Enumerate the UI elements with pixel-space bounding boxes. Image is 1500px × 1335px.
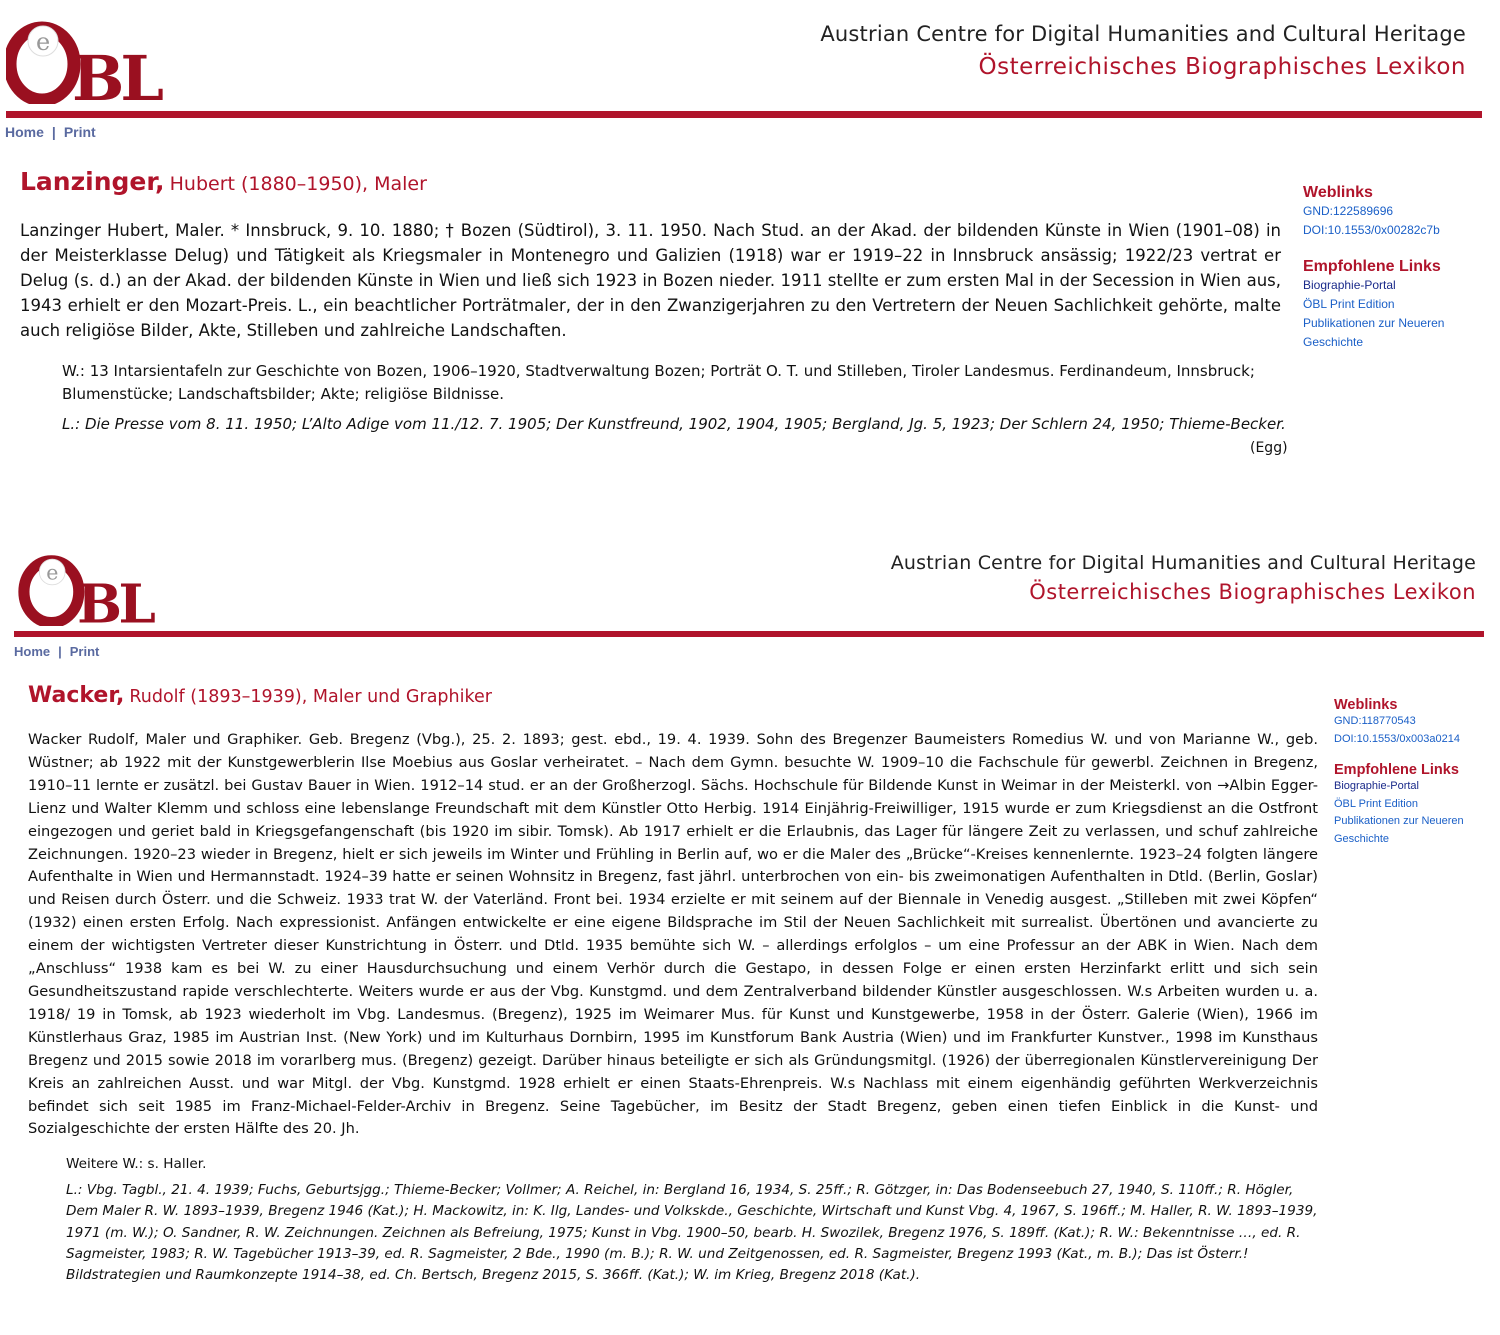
entry-works: W.: 13 Intarsientafeln zur Geschichte von Bozen, 1906–1920, Stadtverwaltung Bozen; Porträt O. T. und Stilleben, Tiroler Landesmus. Ferdinandeum, Innsbruck; Blumenstücke; Landschaftsbilder; Akte; religiöse Bildnisse. — [62, 362, 1255, 403]
oebl-logo-graphic — [6, 20, 174, 104]
nav-print-link[interactable]: Print — [69, 644, 100, 659]
header-divider — [6, 111, 1482, 118]
weblinks-heading: Weblinks — [1334, 697, 1398, 713]
entry-surname: Lanzinger, — [20, 167, 165, 196]
entry-page-lanzinger — [0, 0, 1500, 500]
biographie-portal-link[interactable]: Biographie-Portal — [1334, 780, 1419, 792]
header-divider — [14, 631, 1484, 637]
sidebar — [1303, 184, 1488, 352]
publications-link[interactable]: Publikationen zur Neueren Geschichte — [1334, 815, 1464, 845]
entry-subtitle: Hubert (1880–1950), Maler — [169, 173, 427, 195]
gnd-link[interactable]: GND:118770543 — [1334, 715, 1416, 727]
entry-surname: Wacker, — [28, 683, 125, 708]
recommended-links-heading: Empfohlene Links — [1334, 762, 1459, 778]
biographie-portal-link[interactable]: Biographie-Portal — [1303, 278, 1396, 292]
oebl-print-edition-link[interactable]: ÖBL Print Edition — [1303, 297, 1395, 311]
svg-text:BL: BL — [72, 42, 160, 104]
org-name-de: Österreichisches Biographisches Lexikon — [978, 54, 1466, 80]
org-name-en: Austrian Centre for Digital Humanities and Cultural Heritage — [890, 552, 1476, 574]
entry-subtitle: Rudolf (1893–1939), Maler und Graphiker — [129, 687, 492, 707]
entry-author: (Egg) — [1250, 440, 1288, 456]
doi-link[interactable]: DOI:10.1553/0x003a0214 — [1334, 732, 1460, 745]
nav-home-link[interactable]: Home — [5, 124, 44, 140]
nav-print-link[interactable]: Print — [63, 124, 96, 140]
org-name-de: Österreichisches Biographisches Lexikon — [1029, 580, 1476, 604]
oebl-logo-graphic — [15, 554, 170, 626]
entry-literature: L.: Die Presse vom 8. 11. 1950; L’Alto Adige vom 11./12. 7. 1905; Der Kunstfreund, 1902, 1904, 1905; Bergland, Jg. 5, 1923; Der Schlern 24, 1950; Thieme-Becker. — [62, 415, 1286, 433]
site-header-titles — [891, 552, 1476, 604]
site-header-titles — [820, 22, 1466, 80]
nav-separator: | — [51, 124, 56, 140]
nav-separator: | — [58, 644, 62, 659]
weblinks-heading: Weblinks — [1303, 184, 1373, 201]
recommended-links-heading: Empfohlene Links — [1303, 258, 1441, 275]
oebl-print-edition-link[interactable]: ÖBL Print Edition — [1334, 797, 1418, 810]
nav-home-link[interactable]: Home — [14, 644, 51, 659]
gnd-link[interactable]: GND:122589696 — [1303, 204, 1394, 218]
publications-link[interactable]: Publikationen zur Neueren Geschichte — [1303, 316, 1445, 349]
entry-body: Wacker Rudolf, Maler und Graphiker. Geb. Bregenz (Vbg.), 25. 2. 1893; gest. ebd., 19. 4. 1939. Sohn des Bregenzer Baumeisters Romedius W. und von Marianne W., geb. Wüstner; ab 1922 mit der Kunstgewerblerin Ilse Moebius aus Goslar verheiratet. – Nach dem Gymn. besuchte W. 1909–10 die Fachschule für gewerbl. Zeichnen in Bregenz, 1910–11 lernte er zusätzl. bei Gustav Bauer in Wien. 1912–14 stud. er an der Großherzogl. Sächs. Hochschule für Bildende Kunst in Weimar in der Meisterkl. von →Albin Egger-Lienz und Walter Klemm und schloss eine lebenslange Freundschaft mit dem Künstler Otto Herbig. 1914 Einjährig-Freiwilliger, 1915 wurde er zum Kriegsdienst an die Ostfront eingezogen und geriet bald in Kriegsgefangenschaft (bis 1920 im sibir. Tomsk). Ab 1917 erhielt er die Erlaubnis, das Lager für längere Zeit zu verlassen, und schuf zahlreiche Zeichnungen. 1920–23 wieder in Bregenz, hielt er sich jeweils im Winter und Frühling in Berlin auf, wo er die Maler des „Brücke“-Kreises kennenlernte. 1923–24 folgten längere Aufenthalte in Wien und Hermannstadt. 1924–39 hatte er seinen Wohnsitz in Bregenz, fast jährl. unterbrochen von ein- bis zweimonatigen Aufenthalten in Dtld. (Berlin, Goslar) und Reisen durch Österr. und die Schweiz. 1933 trat W. der Vaterländ. Front bei. 1934 erzielte er mit seinem auf der Biennale in Venedig ausgest. „Stilleben mit zwei Köpfen“ (1932) einen ersten Erfolg. Nach expressionist. Anfängen entwickelte er eine eigene Bildsprache im Stil der Neuen Sachlichkeit mit surrealist. Übertönen und avancierte zu einem der wichtigsten Vertreter dieser Kunstrichtung in Österr. und Dtld. 1935 bemühte sich W. – allerdings erfolglos – um eine Professur an der ABK in Wien. Nach dem „Anschluss“ 1938 kam es bei W. zu einer Hausdurchsuchung und einem Verhör durch die Gestapo, in dessen Folge er einen ersten Herzinfarkt erlitt und sich sein Gesundheitszustand rapide verschlechterte. Weiters wurde er aus der Vbg. Kunstgmd. und dem Zentralverband bildender Künstler ausgeschlossen. W.s Arbeiten wurden u. a. 1918/ 19 in Tomsk, ab 1923 wiederholt im Vbg. Landesmus. (Bregenz), 1925 im Weimarer Mus. für Kunst und Kunstgewerbe, 1958 in der Österr. Galerie (Wien), 1966 im Künstlerhaus Graz, 1985 im Austrian Inst. (New York) und im Kulturhaus Dornbirn, 1995 im Kunstforum Bank Austria (Wien) und im Frankfurter Kunstver., 1998 im Kunsthaus Bregenz und 2015 sowie 2018 im vorarlberg mus. (Bregenz) gezeigt. Darüber hinaus beteiligte er sich als Gründungsmitgl. (1926) der überregionalen Künstlervereinigung Der Kreis an zahlreichen Ausst. und war Mitgl. der Vbg. Kunstgmd. 1928 erhielt er einen Staats-Ehrenpreis. W.s Nachlass mit einem eigenhändig geführten Werkverzeichnis befindet sich seit 1985 im Franz-Michael-Felder-Archiv in Bregenz. Seine Tagebücher, im Besitz der Stadt Bregenz, geben einen tiefen Einblick in die Kunst- und Sozialgeschichte der ersten Hälfte des 20. Jh. — [28, 731, 1318, 1138]
doi-link[interactable]: DOI:10.1553/0x00282c7b — [1303, 223, 1440, 237]
entry-page-wacker — [0, 530, 1500, 1335]
entry-body: Lanzinger Hubert, Maler. * Innsbruck, 9. 10. 1880; † Bozen (Südtirol), 3. 11. 1950. Nach Stud. an der Akad. der bildenden Künste in Wien (1901–08) in der Meisterklasse Delug) und Tätigkeit als Kriegsmaler in Montenegro und Galizien (1918) war er 1919–22 in Innsbruck ansässig; 1922/23 vertrat er Delug (s. d.) an der Akad. der bildenden Künste in Wien und ließ sich 1923 in Bozen nieder. 1911 stellte er zum ersten Mal in der Secession in Wien aus, 1943 erhielt er den Mozart-Preis. L., ein beachtlicher Porträtmaler, der in den Zwanzigerjahren zu den Vertretern der Neuen Sachlichkeit gehörte, malte auch religiöse Bilder, Akte, Stilleben und zahlreiche Landschaften. — [20, 221, 1281, 340]
oebl-logo[interactable] — [15, 554, 170, 626]
top-nav — [5, 124, 96, 140]
entry-title — [28, 683, 492, 708]
oebl-logo[interactable] — [6, 20, 174, 104]
sidebar — [1334, 697, 1494, 848]
entry-works: Weitere W.: s. Haller. — [66, 1156, 207, 1172]
svg-text:e: e — [36, 28, 51, 56]
entry-title — [20, 167, 427, 196]
top-nav — [14, 644, 99, 659]
org-name-en: Austrian Centre for Digital Humanities and Cultural Heritage — [820, 22, 1466, 46]
entry-literature: L.: Vbg. Tagbl., 21. 4. 1939; Fuchs, Geburtsjgg.; Thieme-Becker; Vollmer; A. Reichel, in: Bergland 16, 1934, S. 25ff.; R. Götzger, in: Das Bodenseebuch 27, 1940, S. 110ff.; R. Högler, Dem Maler R. W. 1893–1939, Bregenz 1946 (Kat.); H. Mackowitz, in: K. Ilg, Landes- und Volkskde., Geschichte, Wirtschaft und Kunst Vbg. 4, 1967, S. 196ff.; M. Haller, R. W. 1893–1939, 1971 (m. W.); O. Sandner, R. W. Zeichnungen. Zeichnen als Befreiung, 1975; Kunst in Vbg. 1900–50, bearb. H. Swozilek, Bregenz 1976, S. 189ff. (Kat.); R. W.: Bekenntnisse …, ed. R. Sagmeister, 1983; R. W. Tagebücher 1913–39, ed. R. Sagmeister, 2 Bde., 1990 (m. B.); R. W. und Zeitgenossen, ed. R. Sagmeister, Bregenz 1993 (Kat., m. B.); Das ist Österr.! Bildstrategien und Raumkonzepte 1914–38, ed. Ch. Bertsch, Bregenz 2015, S. 366ff. (Kat.); W. im Krieg, Bregenz 2018 (Kat.). — [66, 1182, 1318, 1284]
svg-text:BL: BL — [77, 572, 153, 626]
svg-text:e: e — [46, 560, 59, 585]
